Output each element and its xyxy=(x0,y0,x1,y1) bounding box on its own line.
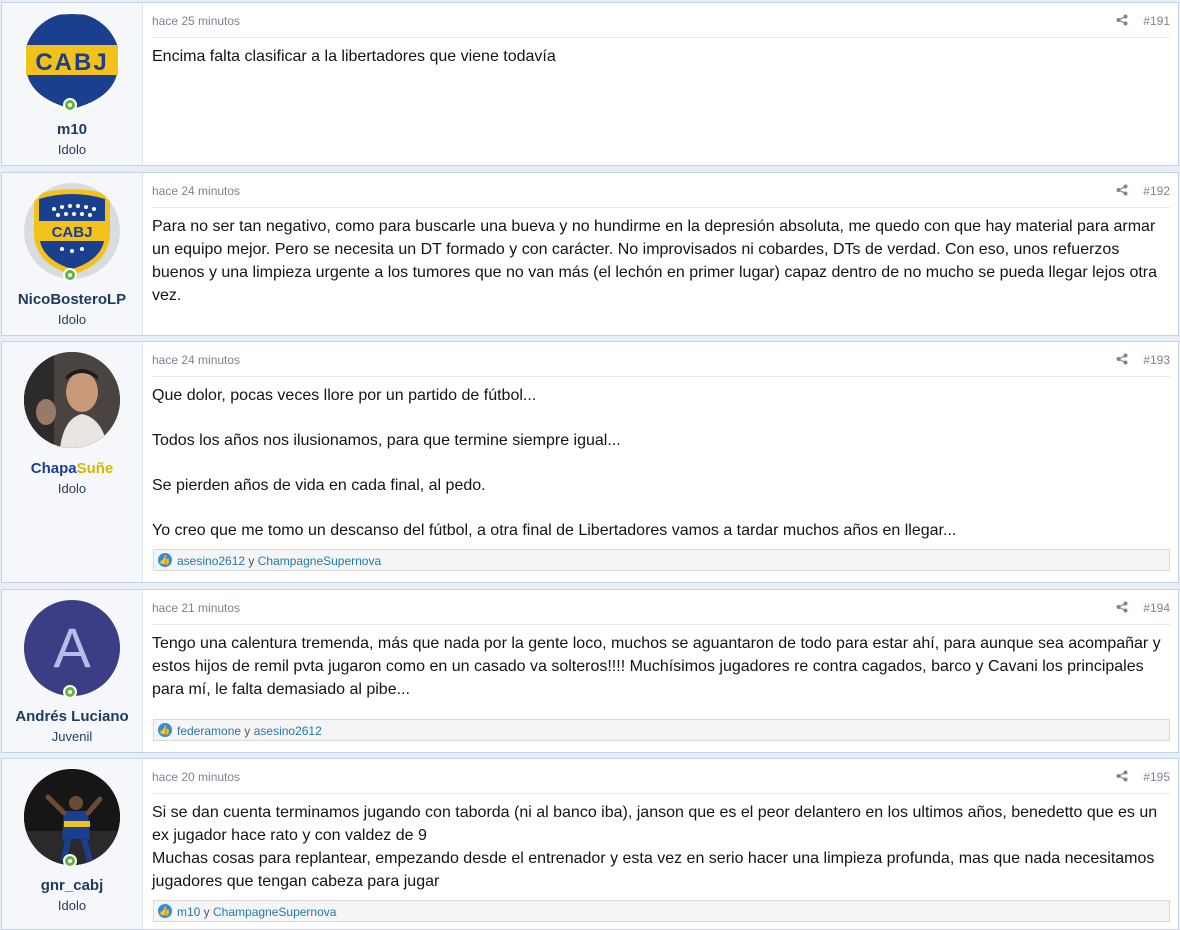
user-title: Juvenil xyxy=(51,729,93,744)
avatar[interactable] xyxy=(24,600,120,696)
online-status-icon xyxy=(63,854,77,868)
post-time[interactable]: hace 24 minutos xyxy=(152,184,241,198)
username[interactable]: Andrés Luciano xyxy=(15,708,129,725)
player-night-icon xyxy=(24,769,120,865)
reaction-user-link[interactable]: ChampagneSupernova xyxy=(213,905,337,919)
post-meta xyxy=(152,590,1170,625)
reaction-user-link[interactable]: m10 xyxy=(177,905,201,919)
share-icon[interactable] xyxy=(1116,601,1128,616)
like-icon: 👍 xyxy=(159,555,171,565)
post-number[interactable]: #191 xyxy=(1143,14,1170,28)
user-info xyxy=(2,759,143,929)
reaction-separator: y xyxy=(241,724,254,738)
post-body xyxy=(152,384,1170,564)
username[interactable]: NicoBosteroLP xyxy=(17,291,127,308)
post-body xyxy=(152,632,1170,723)
reactions-users xyxy=(177,905,336,919)
avatar-letter: A xyxy=(53,616,91,679)
svg-text:CABJ: CABJ xyxy=(35,49,109,76)
post-paragraph: Para no ser tan negativo, como para buscarle una bueva y no hundirme en la depresión absoluta, me quedo con que hay material para armar un equipo mejor. Pero se necesita un DT formado y con carácter. No improvisados ni cobardes, DTs de verdad. Con eso, unos refuerzos buenos y una limpieza urgente a los tumores que no van más (el lechón en primer lugar) capaz dentro de no mucho se pueda llegar lejos otra vez. xyxy=(152,218,1158,304)
avatar[interactable] xyxy=(24,352,120,448)
online-status-icon xyxy=(63,268,77,282)
user-title: Idolo xyxy=(57,898,87,913)
avatar[interactable] xyxy=(24,13,120,109)
like-icon: 👍 xyxy=(159,906,171,916)
post-195 xyxy=(1,758,1179,930)
user-info xyxy=(2,342,143,582)
user-info xyxy=(2,3,143,165)
post-paragraph: Yo creo que me tomo un descanso del fútbol, a otra final de Libertadores vamos a tardar muchos años en llegar... xyxy=(152,522,957,539)
username-part-1: Chapa xyxy=(30,460,77,477)
post-number[interactable]: #195 xyxy=(1143,770,1170,784)
post-paragraph: Tengo una calentura tremenda, más que nada por la gente loco, muchos se aguantaron de todo para estar ahí, para aunque sea acompañar y estos hijos de remil pvta jugaron como en un casado va solteros!!!! Muchísimos jugadores re contra cagados, barco y Cavani los principales para mí, le falta demasiado al pibe... xyxy=(152,635,1161,698)
post-paragraph: Muchas cosas para replantear, empezando desde el entrenador y esta vez en serio hacer una limpieza profunda, mas que nada necesitamos jugadores que tengan cabeza para jugar xyxy=(152,850,1155,890)
reaction-separator: y xyxy=(245,554,258,568)
share-icon[interactable] xyxy=(1116,14,1128,29)
username[interactable]: gnr_cabj xyxy=(40,877,104,894)
post-meta xyxy=(152,759,1170,794)
post-number[interactable]: #194 xyxy=(1143,601,1170,615)
user-info xyxy=(2,590,143,752)
post-body xyxy=(152,215,1170,329)
reactions-bar[interactable] xyxy=(153,549,1170,571)
post-193 xyxy=(1,341,1179,583)
share-icon[interactable] xyxy=(1116,353,1128,368)
user-title: Idolo xyxy=(57,481,87,496)
username-part-2: Suñe xyxy=(76,460,114,477)
post-paragraph: Todos los años nos ilusionamos, para que termine siempre igual... xyxy=(152,432,621,449)
post-paragraph: Que dolor, pocas veces llore por un partido de fútbol... xyxy=(152,387,537,404)
user-title: Idolo xyxy=(57,312,87,327)
post-body xyxy=(152,801,1170,915)
online-status-icon xyxy=(63,98,77,112)
svg-text:CABJ: CABJ xyxy=(51,224,93,241)
post-paragraph: Encima falta clasificar a la libertadores que viene todavía xyxy=(152,48,556,65)
post-191 xyxy=(1,2,1179,166)
post-time[interactable]: hace 21 minutos xyxy=(152,601,241,615)
post-meta xyxy=(152,173,1170,208)
user-title: Idolo xyxy=(57,142,87,157)
reaction-separator: y xyxy=(200,905,214,919)
post-number[interactable]: #192 xyxy=(1143,184,1170,198)
post-paragraph: Se pierden años de vida en cada final, al pedo. xyxy=(152,477,486,494)
post-194 xyxy=(1,589,1179,753)
player-photo-icon xyxy=(24,352,120,448)
like-icon: 👍 xyxy=(159,725,171,735)
post-time[interactable]: hace 24 minutos xyxy=(152,353,241,367)
post-meta xyxy=(152,342,1170,377)
username[interactable]: m10 xyxy=(56,121,88,138)
post-number[interactable]: #193 xyxy=(1143,353,1170,367)
post-time[interactable]: hace 20 minutos xyxy=(152,770,241,784)
share-icon[interactable] xyxy=(1116,184,1128,199)
reaction-user-link[interactable]: asesino2612 xyxy=(253,724,322,738)
boca-crest-stars-icon xyxy=(24,183,120,279)
avatar[interactable] xyxy=(24,769,120,865)
reaction-user-link[interactable]: federamone xyxy=(177,724,242,738)
share-icon[interactable] xyxy=(1116,770,1128,785)
avatar[interactable] xyxy=(24,183,120,279)
post-time[interactable]: hace 25 minutos xyxy=(152,14,241,28)
post-body xyxy=(152,45,1170,90)
reactions-bar[interactable] xyxy=(153,719,1170,741)
post-meta xyxy=(152,3,1170,38)
reaction-user-link[interactable]: asesino2612 xyxy=(177,554,246,568)
reactions-users xyxy=(177,554,381,568)
post-192 xyxy=(1,172,1179,336)
reactions-users xyxy=(177,724,322,738)
user-info xyxy=(2,173,143,335)
post-paragraph: Si se dan cuenta terminamos jugando con taborda (ni al banco iba), janson que es el peor delantero en los ultimos años, benedetto que es un ex jugador hace rato y con valdez de 9 xyxy=(152,804,1158,844)
online-status-icon xyxy=(63,685,77,699)
username[interactable] xyxy=(2,460,142,477)
reactions-bar[interactable] xyxy=(153,900,1170,922)
reaction-user-link[interactable]: ChampagneSupernova xyxy=(257,554,382,568)
boca-crest-icon xyxy=(24,13,120,109)
